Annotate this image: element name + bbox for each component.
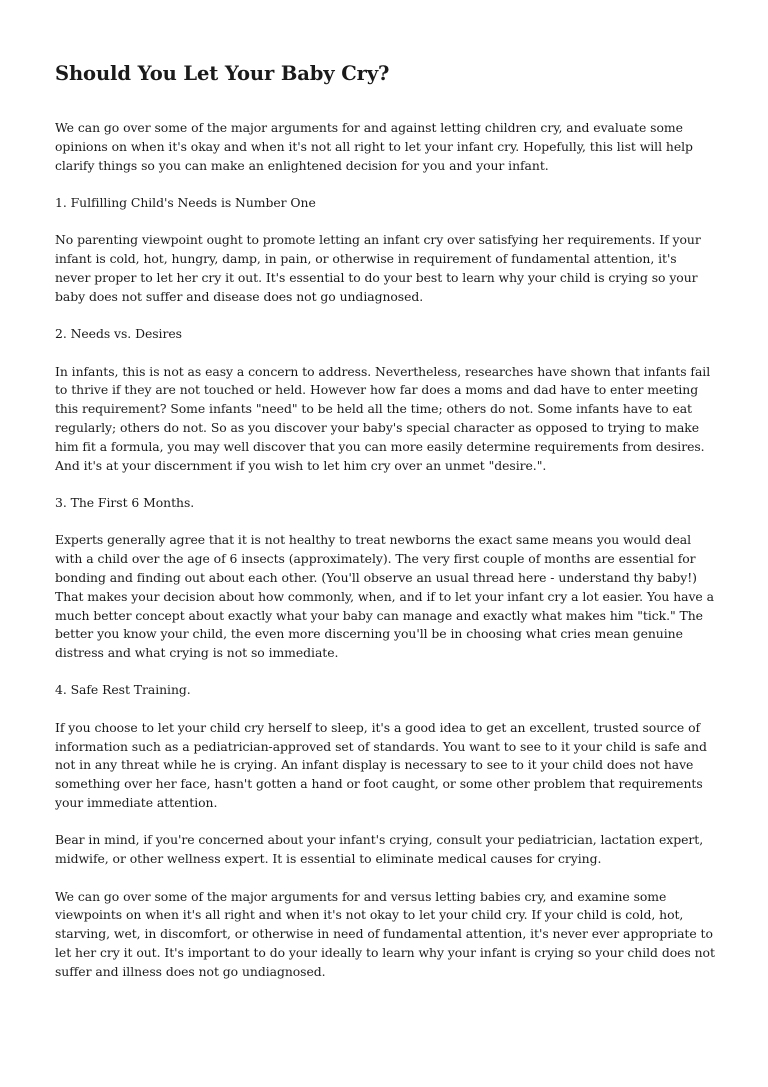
section-body-1: No parenting viewpoint ought to promote letting an infant cry over satisfying her requirements. If your infant is cold, hot, hungry, damp, in pain, or otherwise in requirement of fundamental attention, it's never proper to let her cry it out. It's essential to do your best to learn why your child is crying so your baby does not suffer and disease does not go undiagnosed.	[55, 232, 701, 304]
section-heading-4: 4. Safe Rest Training.	[55, 682, 191, 698]
intro-paragraph: We can go over some of the major arguments for and against letting children cry, and evaluate some opinions on when it's okay and when it's not all right to let your infant cry. Hopefully, this list will help clarify things so you can make an enlightened decision for you and your infant.	[55, 120, 693, 173]
section-body-2: In infants, this is not as easy a concern to address. Nevertheless, researches have shown that infants fail to thrive if they are not touched or held. However how far does a moms and dad have to enter meeting this requirement? Some infants "need" to be held all the time; others do not. Some infants have to eat regularly; others do not. So as you discover your baby's special character as opposed to trying to make him fit a formula, you may well discover that you can more easily determine requirements from desires. And it's at your discernment if you wish to let him cry over an unmet "desire.".	[55, 363, 711, 473]
section-body-3: Experts generally agree that it is not healthy to treat newborns the exact same means you would deal with a child over the age of 6 insects (approximately). The very first couple of months are essential for bonding and finding out about each other. (You'll observe an usual thread here - understand thy baby!) That makes your decision about how commonly, when, and if to let your infant cry a lot easier. You have a much better concept about exactly what your baby can manage and exactly what makes him "tick." The better you know your child, the even more discerning you'll be in choosing what cries mean genuine distress and what crying is not so immediate.	[55, 532, 714, 661]
section-heading-1: 1. Fulfilling Child's Needs is Number One	[55, 194, 316, 210]
closing-paragraph: We can go over some of the major arguments for and versus letting babies cry, and examine some viewpoints on when it's all right and when it's not okay to let your child cry. If your child is cold, hot, starving, wet, in discomfort, or otherwise in need of fundamental attention, it's never ever appropriate to let her cry it out. It's important to do your ideally to learn why your infant is crying so your child does not suffer and illness does not go undiagnosed.	[55, 888, 715, 979]
section-heading-3: 3. The First 6 Months.	[55, 494, 195, 510]
document-page	[55, 62, 715, 1000]
advice-paragraph: Bear in mind, if you're concerned about your infant's crying, consult your pediatrician, lactation expert, midwife, or other wellness expert. It is essential to eliminate medical causes for crying.	[55, 832, 704, 867]
document-title: Should You Let Your Baby Cry?	[55, 62, 390, 85]
section-heading-2: 2. Needs vs. Desires	[55, 326, 182, 342]
section-body-4: If you choose to let your child cry herself to sleep, it's a good idea to get an excellent, trusted source of information such as a pediatrician-approved set of standards. You want to see to it your child is safe and not in any threat while he is crying. An infant display is necessary to see to it your child does not have something over her face, hasn't gotten a hand or foot caught, or some other problem that requirements your immediate attention.	[55, 719, 707, 811]
